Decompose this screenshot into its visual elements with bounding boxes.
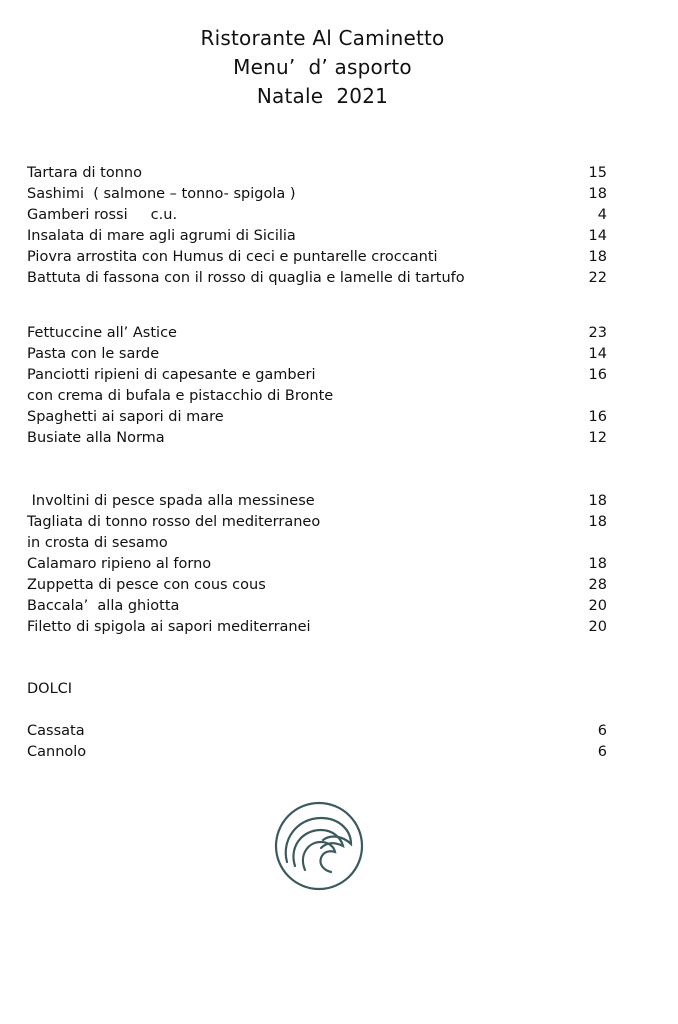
menu-item-continuation [27,533,607,554]
item-name: Cannolo [27,744,87,760]
menu-item [27,268,607,289]
item-name: Insalata di mare agli agrumi di Sicilia [27,228,296,244]
primi-section [27,323,607,449]
menu-item [27,407,607,428]
logo-wave-middle [293,830,343,866]
item-name: Calamaro ripieno al forno [27,556,212,572]
menu-item [27,554,607,575]
dolci-heading: DOLCI [27,681,73,697]
item-price: 15 [588,165,607,181]
item-price: 20 [588,598,607,614]
item-name: Pasta con le sarde [27,346,160,362]
logo-outer-circle [276,803,362,889]
item-name: Spaghetti ai sapori di mare [27,409,224,425]
menu-item [27,323,607,344]
menu-item [27,742,607,763]
item-price: 12 [588,430,607,446]
item-name: Busiate alla Norma [27,430,165,446]
menu-item [27,512,607,533]
item-name: Panciotti ripieni di capesante e gamberi [27,367,316,383]
item-name: Cassata [27,723,85,739]
menu-edition: Natale 2021 [256,84,389,108]
menu-item [27,365,607,386]
menu-item-continuation [27,386,607,407]
menu-item [27,247,607,268]
item-price: 14 [588,228,607,244]
item-name: con crema di bufala e pistacchio di Bronte [27,388,334,404]
item-price: 16 [588,367,607,383]
menu-header [0,24,645,111]
menu-item [27,163,607,184]
item-price: 28 [588,577,607,593]
menu-item [27,617,607,638]
item-name: Tagliata di tonno rosso del mediterraneo [27,514,321,530]
item-price: 23 [588,325,607,341]
item-price: 20 [588,619,607,635]
item-name: Gamberi rossi c.u. [27,207,178,223]
item-price: 18 [588,493,607,509]
item-name: Involtini di pesce spada alla messinese [27,493,315,509]
item-price: 16 [588,409,607,425]
item-name: in crosta di sesamo [27,535,168,551]
menu-item [27,344,607,365]
logo-wave-inner [303,842,335,872]
menu-subtitle: Menu’ d’ asporto [233,55,412,79]
menu-item [27,575,607,596]
item-price: 18 [588,249,607,265]
menu-item [27,596,607,617]
dolci-section [27,721,607,763]
restaurant-name: Ristorante Al Caminetto [200,26,445,50]
item-name: Fettuccine all’ Astice [27,325,177,341]
wave-logo-icon [273,800,365,892]
menu-item [27,491,607,512]
item-price: 22 [588,270,607,286]
item-name: Battuta di fassona con il rosso di quaglia e lamelle di tartufo [27,270,465,286]
antipasti-section [27,163,607,289]
item-price: 18 [588,556,607,572]
menu-item [27,184,607,205]
item-name: Piovra arrostita con Humus di ceci e puntarelle croccanti [27,249,438,265]
menu-item [27,721,607,742]
item-name: Tartara di tonno [27,165,142,181]
item-price: 6 [597,723,607,739]
menu-item [27,428,607,449]
item-price: 4 [597,207,607,223]
item-name: Filetto di spigola ai sapori mediterranei [27,619,311,635]
item-name: Sashimi ( salmone – tonno- spigola ) [27,186,296,202]
dolci-heading-block [27,679,607,700]
item-name: Zuppetta di pesce con cous cous [27,577,266,593]
section-heading [27,679,607,700]
item-name: Baccala’ alla ghiotta [27,598,180,614]
item-price: 6 [597,744,607,760]
menu-item [27,226,607,247]
item-price: 18 [588,514,607,530]
menu-item [27,205,607,226]
secondi-section [27,491,607,638]
item-price: 18 [588,186,607,202]
item-price: 14 [588,346,607,362]
